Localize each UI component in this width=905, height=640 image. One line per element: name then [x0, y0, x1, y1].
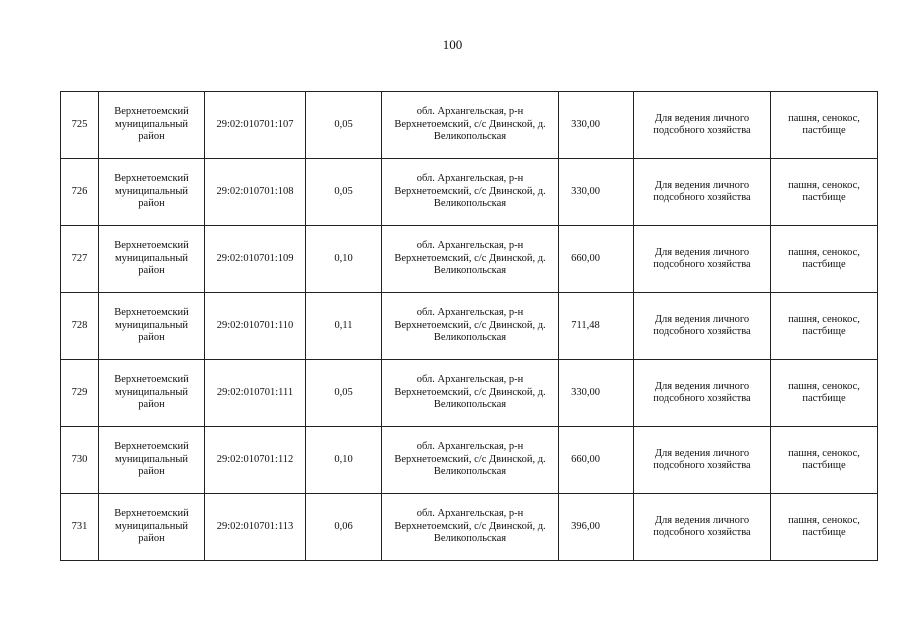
cell-cadastral-number [205, 494, 306, 561]
cell-area [306, 427, 382, 494]
cell-address [382, 360, 559, 427]
cell-municipality-line: Верхнетоемский [114, 173, 189, 185]
cell-row-number [61, 293, 99, 360]
cell-permitted-use [634, 159, 771, 226]
cell-row-number [61, 360, 99, 427]
cell-land-type-line: пашня, сенокос, [788, 447, 860, 459]
cell-area [306, 293, 382, 360]
cell-area-text: 0,05 [334, 118, 353, 130]
cell-address-line: Великопольская [433, 533, 507, 545]
cell-address-line: обл. Архангельская, р-н [416, 441, 524, 453]
cell-address-line: Верхнетоемский, с/с Двинской, д. [394, 520, 546, 532]
cell-row-number-text: 731 [71, 520, 88, 532]
cell-land-type [771, 293, 878, 360]
cell-price-text: 330,00 [571, 185, 600, 197]
cell-price-text: 711,48 [571, 319, 600, 331]
cell-cadastral-number [205, 427, 306, 494]
cell-row-number [61, 159, 99, 226]
cell-address [382, 494, 559, 561]
cell-municipality-line: Верхнетоемский [114, 106, 189, 118]
cell-land-type [771, 360, 878, 427]
cell-permitted-use [634, 92, 771, 159]
cell-land-type [771, 494, 878, 561]
cell-area-text: 0,10 [334, 453, 353, 465]
cell-price-text: 330,00 [571, 118, 600, 130]
cell-permitted-use [634, 494, 771, 561]
cell-permitted-use-line: подсобного хозяйства [653, 326, 751, 337]
cell-cadastral-number-text: 29:02:010701:109 [216, 252, 294, 264]
cell-address-line: обл. Архангельская, р-н [416, 307, 524, 319]
cell-price-text: 660,00 [571, 252, 600, 264]
cell-row-number-text: 729 [71, 386, 88, 398]
cell-area [306, 159, 382, 226]
cell-permitted-use-line: Для ведения личного [654, 313, 750, 325]
cell-cadastral-number [205, 159, 306, 226]
cell-cadastral-number [205, 92, 306, 159]
cell-price [559, 360, 634, 427]
cell-municipality-line: район [138, 399, 165, 411]
cell-address [382, 159, 559, 226]
cell-area [306, 92, 382, 159]
cell-permitted-use-line: подсобного хозяйства [653, 192, 751, 203]
cell-municipality-line: район [138, 265, 165, 277]
cell-land-type-line: пашня, сенокос, [788, 246, 860, 258]
cell-price [559, 159, 634, 226]
cell-municipality [99, 159, 205, 226]
cell-price [559, 92, 634, 159]
cell-municipality-line: муниципальный [114, 453, 189, 465]
cell-municipality-line: муниципальный [114, 319, 189, 331]
cell-address-line: Верхнетоемский, с/с Двинской, д. [394, 453, 546, 465]
cell-municipality-line: район [138, 533, 165, 545]
cell-row-number-text: 727 [71, 252, 88, 264]
cell-permitted-use [634, 226, 771, 293]
cell-area [306, 226, 382, 293]
cell-land-type-line: пастбище [802, 460, 846, 471]
cell-permitted-use-line: Для ведения личного [654, 380, 750, 392]
cell-address-line: обл. Архангельская, р-н [416, 508, 524, 520]
cell-permitted-use-line: подсобного хозяйства [653, 393, 751, 404]
cell-cadastral-number [205, 293, 306, 360]
cell-permitted-use-line: Для ведения личного [654, 447, 750, 459]
cell-address-line: Великопольская [433, 131, 507, 143]
cell-land-type-line: пастбище [802, 125, 846, 136]
cell-land-type [771, 226, 878, 293]
cell-municipality-line: Верхнетоемский [114, 307, 189, 319]
cell-municipality-line: муниципальный [114, 185, 189, 197]
table-row [61, 360, 878, 427]
cell-permitted-use-line: подсобного хозяйства [653, 527, 751, 538]
cell-land-type [771, 427, 878, 494]
cell-land-type-line: пашня, сенокос, [788, 313, 860, 325]
cell-cadastral-number-text: 29:02:010701:112 [216, 453, 294, 465]
cell-municipality-line: Верхнетоемский [114, 374, 189, 386]
cell-municipality-line: Верхнетоемский [114, 441, 189, 453]
cell-row-number-text: 726 [71, 185, 88, 197]
cell-cadastral-number-text: 29:02:010701:110 [216, 319, 294, 331]
cell-land-type-line: пастбище [802, 259, 846, 270]
cell-address-line: Великопольская [433, 466, 507, 478]
cell-land-type-line: пашня, сенокос, [788, 380, 860, 392]
cell-permitted-use-line: подсобного хозяйства [653, 460, 751, 471]
cell-permitted-use-line: подсобного хозяйства [653, 125, 751, 136]
cell-land-type-line: пастбище [802, 326, 846, 337]
cell-land-type [771, 92, 878, 159]
cell-municipality-line: муниципальный [114, 520, 189, 532]
cell-row-number [61, 92, 99, 159]
cell-cadastral-number [205, 226, 306, 293]
cell-municipality-line: район [138, 198, 165, 210]
cell-address-line: Великопольская [433, 198, 507, 210]
cell-municipality-line: район [138, 131, 165, 143]
cell-land-type-line: пашня, сенокос, [788, 514, 860, 526]
cell-permitted-use-line: Для ведения личного [654, 179, 750, 191]
cell-price-text: 396,00 [571, 520, 600, 532]
cell-price [559, 427, 634, 494]
cell-municipality [99, 494, 205, 561]
cell-area-text: 0,06 [334, 520, 353, 532]
cell-address-line: Верхнетоемский, с/с Двинской, д. [394, 185, 546, 197]
cell-address-line: Верхнетоемский, с/с Двинской, д. [394, 386, 546, 398]
cell-municipality-line: район [138, 466, 165, 478]
cell-area [306, 360, 382, 427]
cell-address-line: Великопольская [433, 399, 507, 411]
cell-municipality [99, 293, 205, 360]
cell-area [306, 494, 382, 561]
cell-cadastral-number-text: 29:02:010701:113 [216, 520, 294, 532]
cell-municipality [99, 226, 205, 293]
table-row [61, 226, 878, 293]
cell-address [382, 427, 559, 494]
cell-cadastral-number [205, 360, 306, 427]
cell-land-type-line: пашня, сенокос, [788, 112, 860, 124]
table-row [61, 494, 878, 561]
cell-land-type-line: пастбище [802, 527, 846, 538]
cell-land-type-line: пастбище [802, 393, 846, 404]
cell-municipality [99, 427, 205, 494]
cell-area-text: 0,10 [334, 252, 353, 264]
cell-permitted-use-line: Для ведения личного [654, 112, 750, 124]
cell-municipality [99, 92, 205, 159]
table-row [61, 427, 878, 494]
cell-row-number-text: 730 [71, 453, 88, 465]
cell-price [559, 494, 634, 561]
cell-land-type [771, 159, 878, 226]
cell-row-number [61, 427, 99, 494]
cell-permitted-use [634, 293, 771, 360]
cell-cadastral-number-text: 29:02:010701:107 [216, 118, 294, 130]
cell-cadastral-number-text: 29:02:010701:111 [216, 386, 294, 398]
page-number: 100 [442, 37, 463, 52]
cell-price [559, 226, 634, 293]
cell-municipality-line: муниципальный [114, 252, 189, 264]
cell-address-line: обл. Архангельская, р-н [416, 173, 524, 185]
cell-row-number [61, 226, 99, 293]
cell-address [382, 293, 559, 360]
table-row [61, 92, 878, 159]
cell-address-line: Великопольская [433, 332, 507, 344]
cell-address-line: Верхнетоемский, с/с Двинской, д. [394, 252, 546, 264]
cell-price [559, 293, 634, 360]
cell-permitted-use [634, 427, 771, 494]
cell-price-text: 330,00 [571, 386, 600, 398]
cell-address-line: Верхнетоемский, с/с Двинской, д. [394, 319, 546, 331]
table-body [61, 92, 878, 561]
cell-municipality-line: муниципальный [114, 386, 189, 398]
cell-permitted-use [634, 360, 771, 427]
land-plots-table [60, 91, 878, 561]
cell-address [382, 92, 559, 159]
cell-municipality-line: район [138, 332, 165, 344]
cell-price-text: 660,00 [571, 453, 600, 465]
cell-address-line: Великопольская [433, 265, 507, 277]
cell-row-number [61, 494, 99, 561]
cell-address-line: обл. Архангельская, р-н [416, 374, 524, 386]
cell-address-line: Верхнетоемский, с/с Двинской, д. [394, 118, 546, 130]
cell-row-number-text: 728 [71, 319, 88, 331]
cell-area-text: 0,05 [334, 386, 353, 398]
cell-municipality-line: Верхнетоемский [114, 508, 189, 520]
cell-permitted-use-line: Для ведения личного [654, 246, 750, 258]
cell-municipality [99, 360, 205, 427]
cell-address-line: обл. Архангельская, р-н [416, 106, 524, 118]
cell-land-type-line: пашня, сенокос, [788, 179, 860, 191]
cell-municipality-line: муниципальный [114, 118, 189, 130]
cell-address [382, 226, 559, 293]
cell-land-type-line: пастбище [802, 192, 846, 203]
cell-row-number-text: 725 [71, 118, 88, 130]
cell-area-text: 0,05 [334, 185, 353, 197]
table-row [61, 159, 878, 226]
table-row [61, 293, 878, 360]
cell-area-text: 0,11 [334, 319, 353, 331]
cell-permitted-use-line: Для ведения личного [654, 514, 750, 526]
cell-permitted-use-line: подсобного хозяйства [653, 259, 751, 270]
cell-cadastral-number-text: 29:02:010701:108 [216, 185, 294, 197]
cell-address-line: обл. Архангельская, р-н [416, 240, 524, 252]
cell-municipality-line: Верхнетоемский [114, 240, 189, 252]
